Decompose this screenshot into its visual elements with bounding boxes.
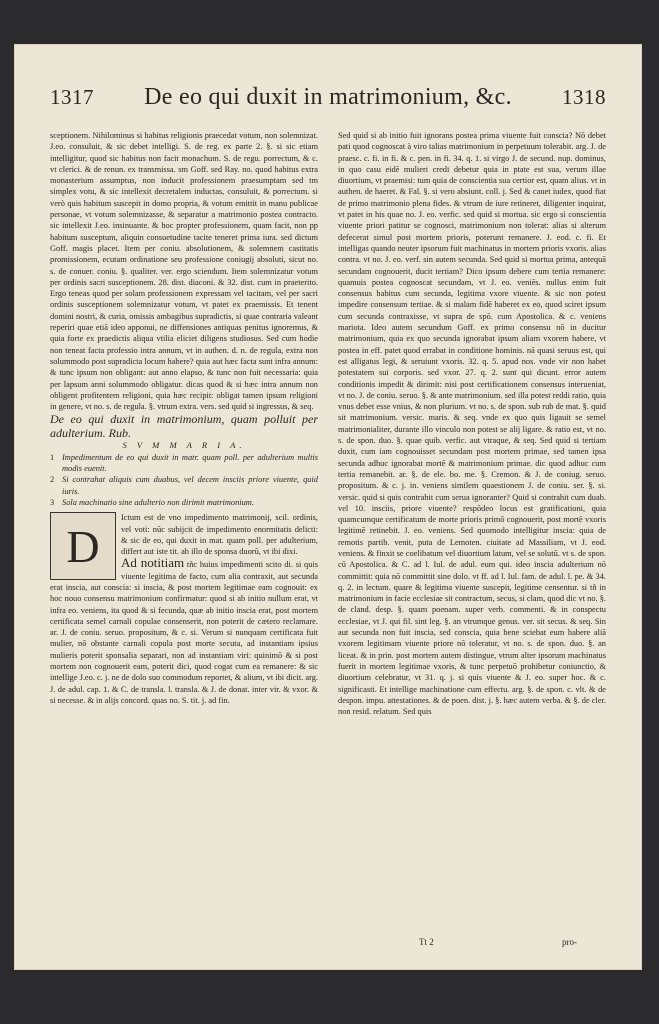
paragraph-lead: Ad notitiam <box>121 555 185 571</box>
left-column <box>50 130 318 717</box>
opening-text: Ictum est de vno impedimento matrimonij, scil. ordinis, vel voti: nūc subijcit de impedimento enormitatis delicti: & sic de eo, qui duxit in mat. quam poll. per adulterium, differt aut iste tit. ab illo de sponsa duorū, vt ibi dixi. <box>121 513 318 557</box>
summary-number: 3 <box>50 497 55 507</box>
summary-number: 2 <box>50 475 55 485</box>
chapter-rubric: De eo qui duxit in matrimonium, quam polluit per adulterium. Rub. <box>50 412 318 441</box>
folio-right: 1318 <box>562 85 606 109</box>
folio-left: 1317 <box>50 85 94 109</box>
paragraph-body: tñc huius impedimenti scito di. si quis viuente legitima de facto, cum alia contraxit, aut secunda erat inscia, aut conscia: si inscia, & post mortem legitimae eam cognouit: ex hoc nouo consensu matrimonium confirmatur: quod si ab initio nullum erat, vt infra eo. veniens, ita quod & si fecunda, quæ ab initio inscia erat, post mortem certificata semel carnali copulae consenserit, non poterit de cætero reclamare. ar. J. de coniu. seruo. propositum, & c. si. Verum si nunquam certificata fuit mulier, nō obstante carnali copula post morte secuta, ad instantiam ipsius mulieris poterit sponsalia separari, non ad instantiam viri: quinimō & si post mortem non cognouerit eam, poterit dici, quod cogat cum ea remanere: & sic intellige J.eo. c. j. ne de dolo suo commodum reportet, & alium, vt ibi dicit. arg. J. de adul. cap. 1. & C. de transla. l. transla. & J. de donat. inter vir. & vxor. & si necesse. & in alijs concord. quas no. S. tit. j. ad fin. <box>50 560 318 705</box>
summary-item <box>50 474 318 497</box>
catchword: pro- <box>562 937 577 947</box>
summary-text: Impedimentum de eo qui duxit in matr. quam poll. per adulterium multis modis euenit. <box>62 452 318 474</box>
page-footer <box>14 937 642 951</box>
initial-letter: D <box>66 520 100 572</box>
left-paragraph-1: sceptionem. Nihilominus si habitus religionis praecedat votum, non solemnizat. J.eo. consuluit, & sic debet intelligi. S. de reg. ex parte 2. §. si sic etiam intelligitur, quod sic habitus non facit monachum. S. de regu. porrectum, & c. vt clerici. & de renun. ex transmissa. sm Goff. sed Ray. no. quod habitus extra monasterium assumptus, non inducit professionem praesumptam sed tm simplex votu, & sic intellexit decretalem inductas, consuluit, & porrectum. si verò quis habitum suscepit in domo propria, & votum emittit in manu publicae personae, vt votum solemnizasse, & separatur a matrimonio postea contracto. sic intellexit J.eo. insinuante. & hoc propter professionem, quam facit, non pp habitum susceptum, aliquin consuetudine tacite teneret prima iura. sed dictum Goff. magis placet. Item per coniu. absolutionem, & solemnem castitatis promissionem, ecutam ordinatione seu professione coniugij absoluti, sicut no. s. de conuer. coniu. §. qualiter. ver. ergo sciendum. Item solemnizatur votum per ordinis sacri susceptionem. 28. dist. diaconi. & 32. dist. cum in praeterito. Ergo teneas quod per solam professionem expressam vel tacitam, vel per sacri ordinis susceptionem solemnizatur votum, vt patet ex praemissis. Et tenent domini nostri, & curia, omissis ambagibus supradictis, si quae contraria valeant reperiri quae etiā ideo apponui, ne diffensiones antiquas penitus ignoremus, & quia forte ex praedictis aliqua vtilia eliciet diligens studiosus. Sed cum hodie non teneat facta professio intra annum, vt in authen. d. n. de regula, extra non solummodo post supradicta locum habere? quia aut hæc facta sunt infra annum: & tunc ipsum non obligant: aut anno elapso, & tunc non fuit necessaria: quia per lapsum anni solummodo obligatur. dicas quod & si hæc intra annum non obligent profitentem religioni, quia hæc recipit: obligat tamen ipsum religioni in genere, vt no. s. de regula. §. vtrum extra. vers. sed quid si ingressus, & seq. <box>50 131 318 412</box>
summary-text: Si contrahat aliquis cum duabus, vel decem insciis priore viuente, quid iuris. <box>62 475 318 496</box>
summary-item <box>50 452 318 475</box>
signature-mark: Tt 2 <box>419 937 434 947</box>
summary-text: Sola machinatio sine adulterio non dirimit matrimonium. <box>62 497 254 507</box>
opening-paragraph <box>50 512 318 706</box>
summary-item <box>50 497 318 508</box>
book-page <box>14 44 642 970</box>
right-column <box>338 130 606 717</box>
right-paragraph-1: Sed quid si ab initio fuit ignorans postea prima viuente fuit conscia? Nō debet pati quod cognoscat à viro talias matrimonium in perpetuum tolerabit. arg. J. de praesc. c. fi. in fi. & c. pen. in fi. 34. q. 1. si virgo J. de secund. nup. dominus, in quo casu eidē mulieri credi debetur quia in ptate est sua, verum illae diuortium, vt praemisi: tum quia de conscientia sua certior est, quam alius. vt in authen. de haeret. & Fal. §. si vero absiunt. coll. j. Sed & cauet iudex, quod fiat de primo matrimonio plena fides. & vtrum de iure retineret, diligenter inquirat, vt patet in his quae no. J. eo. verfic. sed quid si mortua. sic ergo si conscientia viuente priori patitur se cognosci, matrimonium non tolerat: alias si alterum defecerat simul post mortem prioris, poterunt remanere. J. eod. c. fi. Et intelligas quando neuter ipsorum fuit machinatus in mortem prioris vxoris. alias contra. vt no. J. eo. verf. sin autem secunda. Sed quid si mortua prima, antequā secundam cognouerit, ducit tertiam? Dico ipsum debere cum tertia remanere: quamuis postea cognoscat secundam, vt J. eo. veniēs. nullus enim fuit consensus habitus cum secunda, legitima vxore viuente. & sic non potest impedire consensum tertiae. & si malam fidē haberet ex eo, quod sciret ipsum cum secunda contraxisse, vt supra de spō. cum Apostolica. & c. veniens mariota. Ideo autem secundum Goff. ex primo consensu nō in ducitur matrimonium, quia ex quo secunda ignorabat ipsum aliam vxorem habere, vt postea in eff. patet quod errabat in conditione hominis. nā quasi seruus est, qui est alligatus legi, & seruiunt vxoris. 32. q. 5. apud nos. vnde vir non habet potestatem sui corporis. sed vxor. 27. q. 2. sunt qui dicunt. error autem conditionis impedit & dirimit: nisi post certificationem consensus interueniat, vt no. J. de coniu. seruo. §. & ante matrimonium. sed illa potest reddi ratio, quia vnus debet esse vnius, & non plurium. vt no. s. de spon. sub rub de mat. §. quid sit matrimonium. versic. maris. & seq. vnde ex quo quis ligauit se semel matrimonialiter, durante illo vinculo non potest se alij ligare. & ratio est, vt no. s. de spon. duo. §. quae quib. verfic. aut vtraque, & seq. Sed quid si tertiam duxit, cum iam cognouisset secundam post mortem primae, sed tamen ipsa secunda adhuc ignorabat mortē & matrimonium primae. dic quod adhuc cum tertia remanebit. ar. §. de ele. bo. me. §. Cremon. & J. de coniug. seruo. propositum. & c. j. in. veniens similem quaestionem J. de coniu. ser. §. si. versic. quid si quis contrahit cum serua ignoranter? Quid si contrahit cum duab. vel 10. insciis, priore viuente? respōdeo locus est gratificationi, quia quamcumque certificatum de morte prioris primō cognouerit, post mortē vxoris legitimē retinebit. J. eo. veniens. Sed quomodo intelligitur inscia: quia de remotis partib. venit, puta de Lemoten. ciuitate ad Massiliam, vt J. eod. veniens. & finxit se coelibatum vel diuortium latum, vel se solutū. vt s. de spon. cū Apostolica. & C. ad l. Iul. de adul. eum qui. ideo inscia adulterium nō committit: quia nō committit sine dolo. vt ff. ad l. Iul. fam. de adul. l. pe. & 34. q. 2. in lectum. quare & legitima viuente suscepit, legitime censentur. si tñ in matrimonium in facie ecclesiae sit contractum, secus, si clam, quod dic vt no. §. de cland. desp. §. quam poenam. super verb. commenti. & in conspectu ecclesiae, vt J. qui fil. sint leg. §. an vtrumque genus. ver. sit secus. & seq. Sin aut secunda non fuit inscia, sed conscia, quia bene sciebat eum habere aliā vxorem legitimam viuente priore nō toleratur, vt no. s. de spon. duo. §. an liceat. & in prin. post mortem autem distingue, vtrum alter ipsorum machinatus fuerit in mortem legitimae vxoris, & tunc perpetuō prohibetur coniunctio, & diuortium celebratur, vt 31. q. j. si quis viuente & J. eo. super hoc. & c. significasti. Et intellige machinatione cum effectu. arg. §. de spon. c. vlt. & de despon. impu. attestationes. & de poen. dist. j. §. hæc autem verba. & §. de cler. non resid. relatum. Sed quis <box>338 131 606 717</box>
text-columns <box>50 130 606 717</box>
running-head <box>50 84 606 118</box>
summary-number: 1 <box>50 452 55 462</box>
running-title: De eo qui duxit in matrimonium, &c. <box>144 84 512 110</box>
ornamental-initial <box>50 512 116 580</box>
summary-heading: S V M M A R I A. <box>122 440 246 451</box>
